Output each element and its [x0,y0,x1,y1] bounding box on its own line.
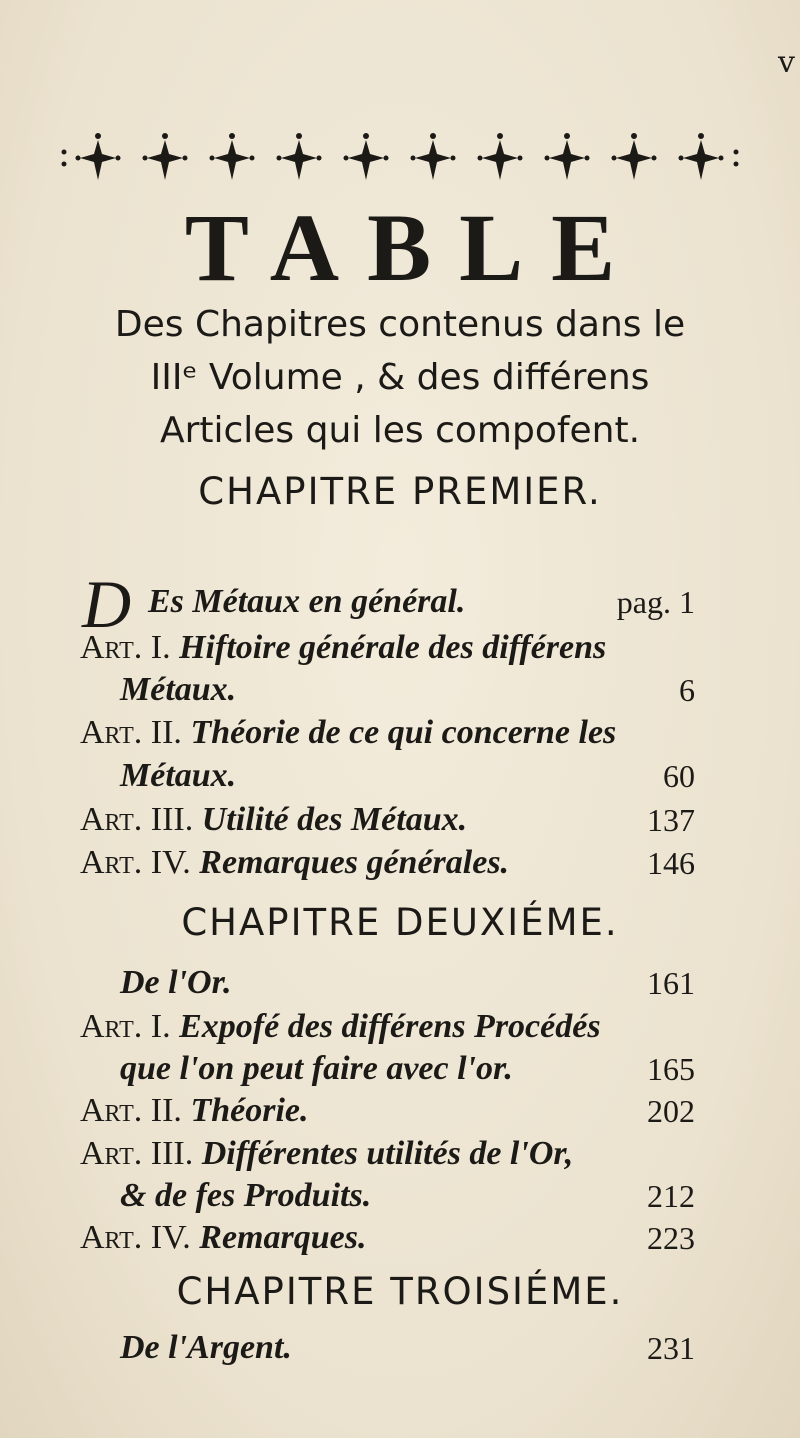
title-subtitle [70,298,730,457]
toc-entry[interactable] [120,960,695,1006]
article-number: Art. IV. [80,844,191,881]
entry-title: Théorie. [190,1092,309,1129]
subtitle-line: Articles qui les compofent. [159,410,641,451]
toc-entry[interactable] [80,797,695,843]
entry-title: Remarques. [199,1219,367,1256]
entry-title: De l'Or. [120,964,232,1001]
entry-page: 6 [679,672,695,708]
subtitle-line: IIIᵉ Volume , & des différens [150,357,650,398]
page-title: TABLE [184,194,644,301]
entry-title: De l'Argent. [120,1329,292,1366]
entry-title: & de fes Produits. [120,1177,372,1214]
entry-title: Théorie de ce qui concerne les [190,714,617,751]
entry-title: Es Métaux en général. [148,583,466,620]
toc-entry[interactable] [80,840,695,886]
article-number: Art. IV. [80,1219,191,1256]
toc-entry[interactable] [80,1004,695,1050]
toc-entry[interactable] [80,1215,695,1261]
article-number: Art. I. [80,1008,171,1045]
entry-page: 165 [647,1051,695,1087]
entry-title: que l'on peut faire avec l'or. [120,1050,513,1087]
toc-entry-continuation[interactable] [120,1046,695,1092]
entry-title: Utilité des Métaux. [201,801,468,838]
article-number: Art. II. [80,714,182,751]
toc-entry-continuation[interactable] [120,1173,695,1219]
chapter-heading: CHAPITRE PREMIER. [198,470,602,513]
chapter-heading: CHAPITRE TROISIÉME. [176,1270,624,1313]
toc-entry[interactable] [148,579,695,625]
entry-title: Expofé des différens Procédés [179,1008,601,1045]
article-number: Art. III. [80,1135,194,1172]
entry-title: Différentes utilités de l'Or, [201,1135,574,1172]
toc-entry[interactable] [80,625,695,671]
entry-title: Métaux. [120,671,237,708]
entry-page: 231 [647,1330,695,1366]
entry-page: 212 [647,1178,695,1214]
entry-page: 202 [647,1093,695,1129]
entry-page: 137 [647,802,695,838]
entry-title: Métaux. [120,757,237,794]
entry-page: 223 [647,1220,695,1256]
drop-capital: D [82,566,132,642]
entry-page: 161 [647,965,695,1001]
toc-entry[interactable] [80,1088,695,1134]
subtitle-line: Des Chapitres contenus dans le [114,304,686,345]
article-number: Art. III. [80,801,194,838]
entry-title: Remarques générales. [199,844,510,881]
entry-page: pag. 1 [616,584,695,620]
entry-page: 146 [647,845,695,881]
toc-entry-continuation[interactable] [120,753,695,799]
toc-entry[interactable] [80,1131,695,1177]
toc-entry-continuation[interactable] [120,667,695,713]
toc-entry[interactable] [120,1325,695,1371]
article-number: Art. I. [80,629,171,666]
article-number: Art. II. [80,1092,182,1129]
page-folio: v [778,45,795,80]
toc-entry[interactable] [80,710,695,756]
entry-title: Hiftoire générale des différens [179,629,607,666]
chapter-heading: CHAPITRE DEUXIÉME. [181,901,619,944]
entry-page: 60 [663,758,695,794]
ornament-band [60,130,740,190]
